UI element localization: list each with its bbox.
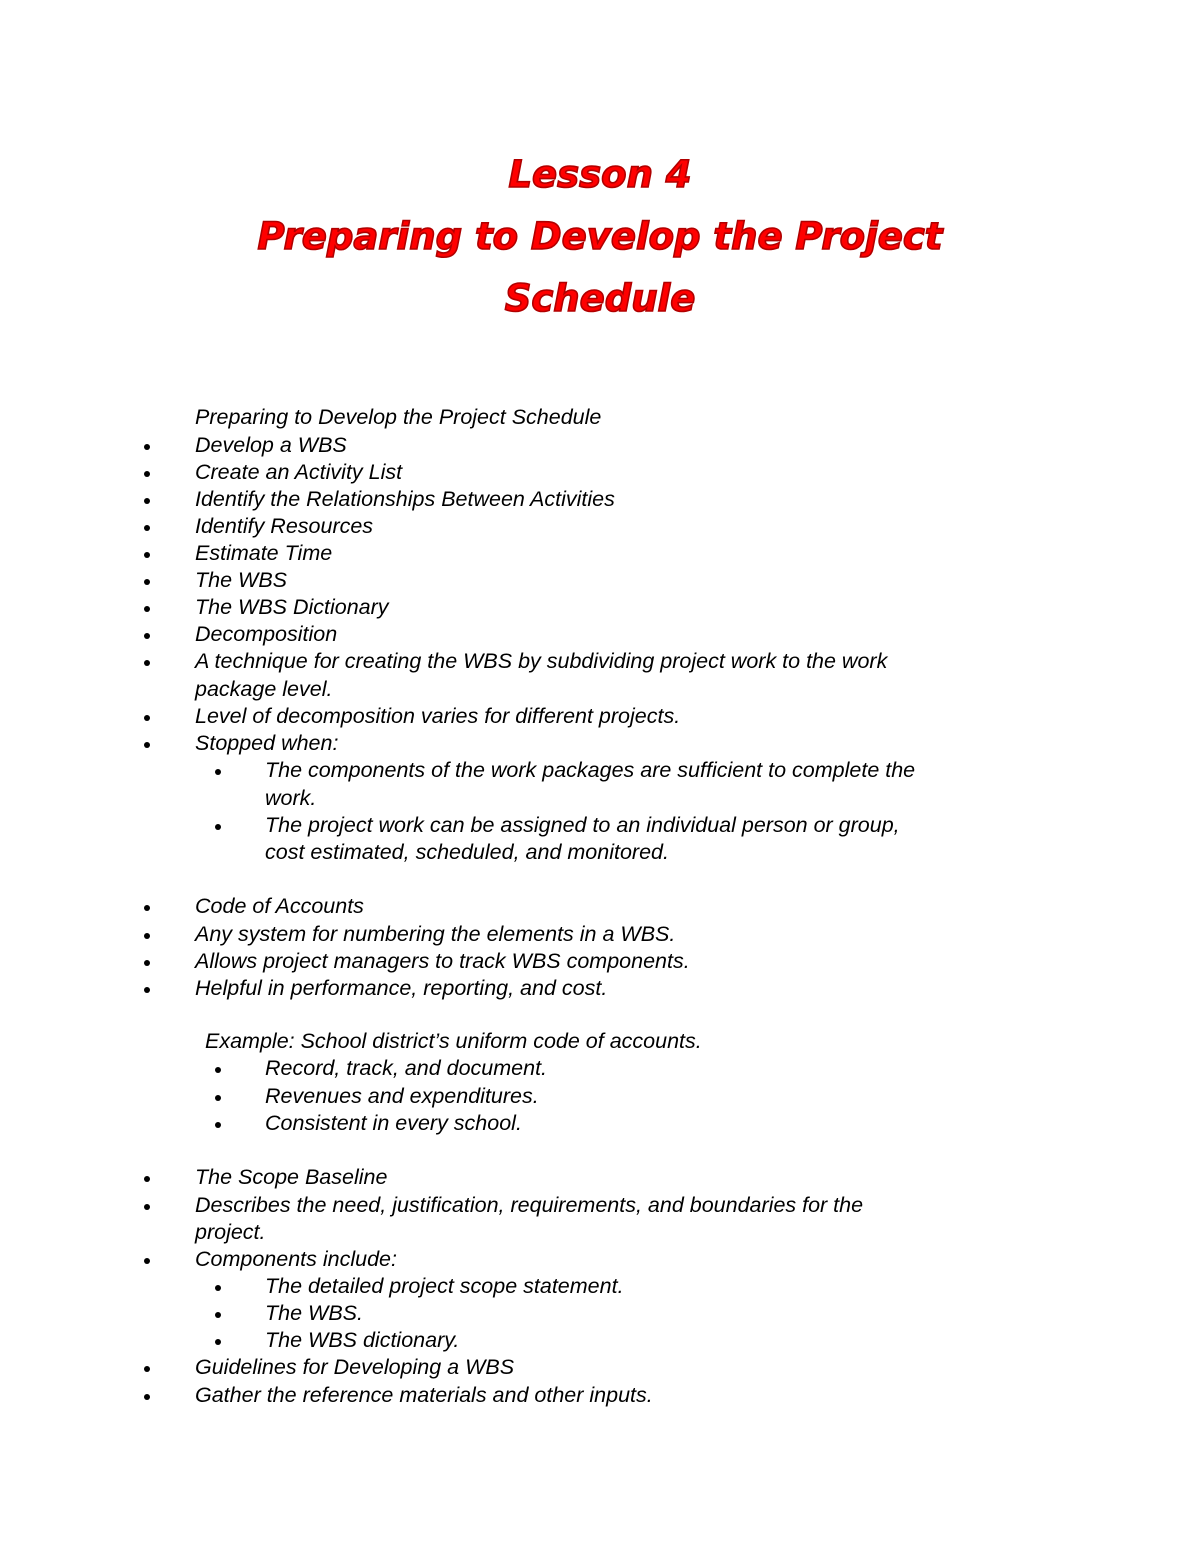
bullet-icon [142,540,152,550]
bullet-icon [142,893,152,903]
sub-list-item-continuation: work. [265,786,317,810]
list-item: Identify Resources [195,514,374,538]
intro-text: Preparing to Develop the Project Schedule [195,405,602,429]
bullet-icon [142,703,152,713]
bullet-icon [213,1327,223,1337]
list-item-continuation: package level. [195,677,333,701]
list-item: Describes the need, justification, requirements, and boundaries for the [195,1193,864,1217]
bullet-icon [142,730,152,740]
document-title [0,144,1200,330]
bullet-icon [142,459,152,469]
sub-list-item: Revenues and expenditures. [265,1084,539,1108]
bullet-icon [142,513,152,523]
sub-list-item: The project work can be assigned to an individual person or group, [265,813,900,837]
bullet-icon [213,812,223,822]
bullet-icon [142,1192,152,1202]
list-item: Level of decomposition varies for different projects. [195,704,681,728]
bullet-icon [142,621,152,631]
bullet-icon [142,921,152,931]
list-item: Helpful in performance, reporting, and cost. [195,976,608,1000]
list-item: Develop a WBS [195,433,347,457]
sub-list-item: Consistent in every school. [265,1111,522,1135]
list-item: Components include: [195,1247,397,1271]
list-item: The WBS Dictionary [195,595,389,619]
bullet-icon [142,594,152,604]
title-subject-line2: Schedule [504,277,696,320]
list-item: Any system for numbering the elements in a WBS. [195,922,676,946]
bullet-icon [142,648,152,658]
bullet-icon [213,1273,223,1283]
sub-list-item-continuation: cost estimated, scheduled, and monitored. [265,840,669,864]
list-item: Code of Accounts [195,894,364,918]
sub-list-item: The WBS dictionary. [265,1328,460,1352]
bullet-icon [142,1382,152,1392]
bullet-icon [213,1110,223,1120]
list-item: A technique for creating the WBS by subdividing project work to the work [195,649,888,673]
list-item-continuation: project. [195,1220,266,1244]
bullet-icon [142,567,152,577]
list-item: Guidelines for Developing a WBS [195,1355,515,1379]
list-item: Gather the reference materials and other inputs. [195,1383,653,1407]
list-item: Allows project managers to track WBS components. [195,949,690,973]
bullet-icon [142,1246,152,1256]
title-lesson: Lesson 4 [508,153,692,196]
list-item: Decomposition [195,622,338,646]
bullet-icon [213,757,223,767]
list-item: Estimate Time [195,541,333,565]
sub-list-item: The components of the work packages are sufficient to complete the [265,758,916,782]
bullet-icon [213,1055,223,1065]
sub-list-item: The WBS. [265,1301,363,1325]
bullet-icon [142,432,152,442]
list-item: The WBS [195,568,287,592]
list-item: Stopped when: [195,731,339,755]
bullet-icon [142,1354,152,1364]
sub-list-item: Record, track, and document. [265,1056,548,1080]
list-item: Create an Activity List [195,460,403,484]
bullet-icon [213,1083,223,1093]
example-text: Example: School district’s uniform code of accounts. [205,1029,702,1053]
sub-list-item: The detailed project scope statement. [265,1274,624,1298]
list-item: The Scope Baseline [195,1165,388,1189]
bullet-icon [142,1164,152,1174]
bullet-icon [213,1300,223,1310]
bullet-icon [142,486,152,496]
title-subject-line1: Preparing to Develop the Project [257,215,943,258]
list-item: Identify the Relationships Between Activities [195,487,615,511]
bullet-icon [142,948,152,958]
bullet-icon [142,975,152,985]
